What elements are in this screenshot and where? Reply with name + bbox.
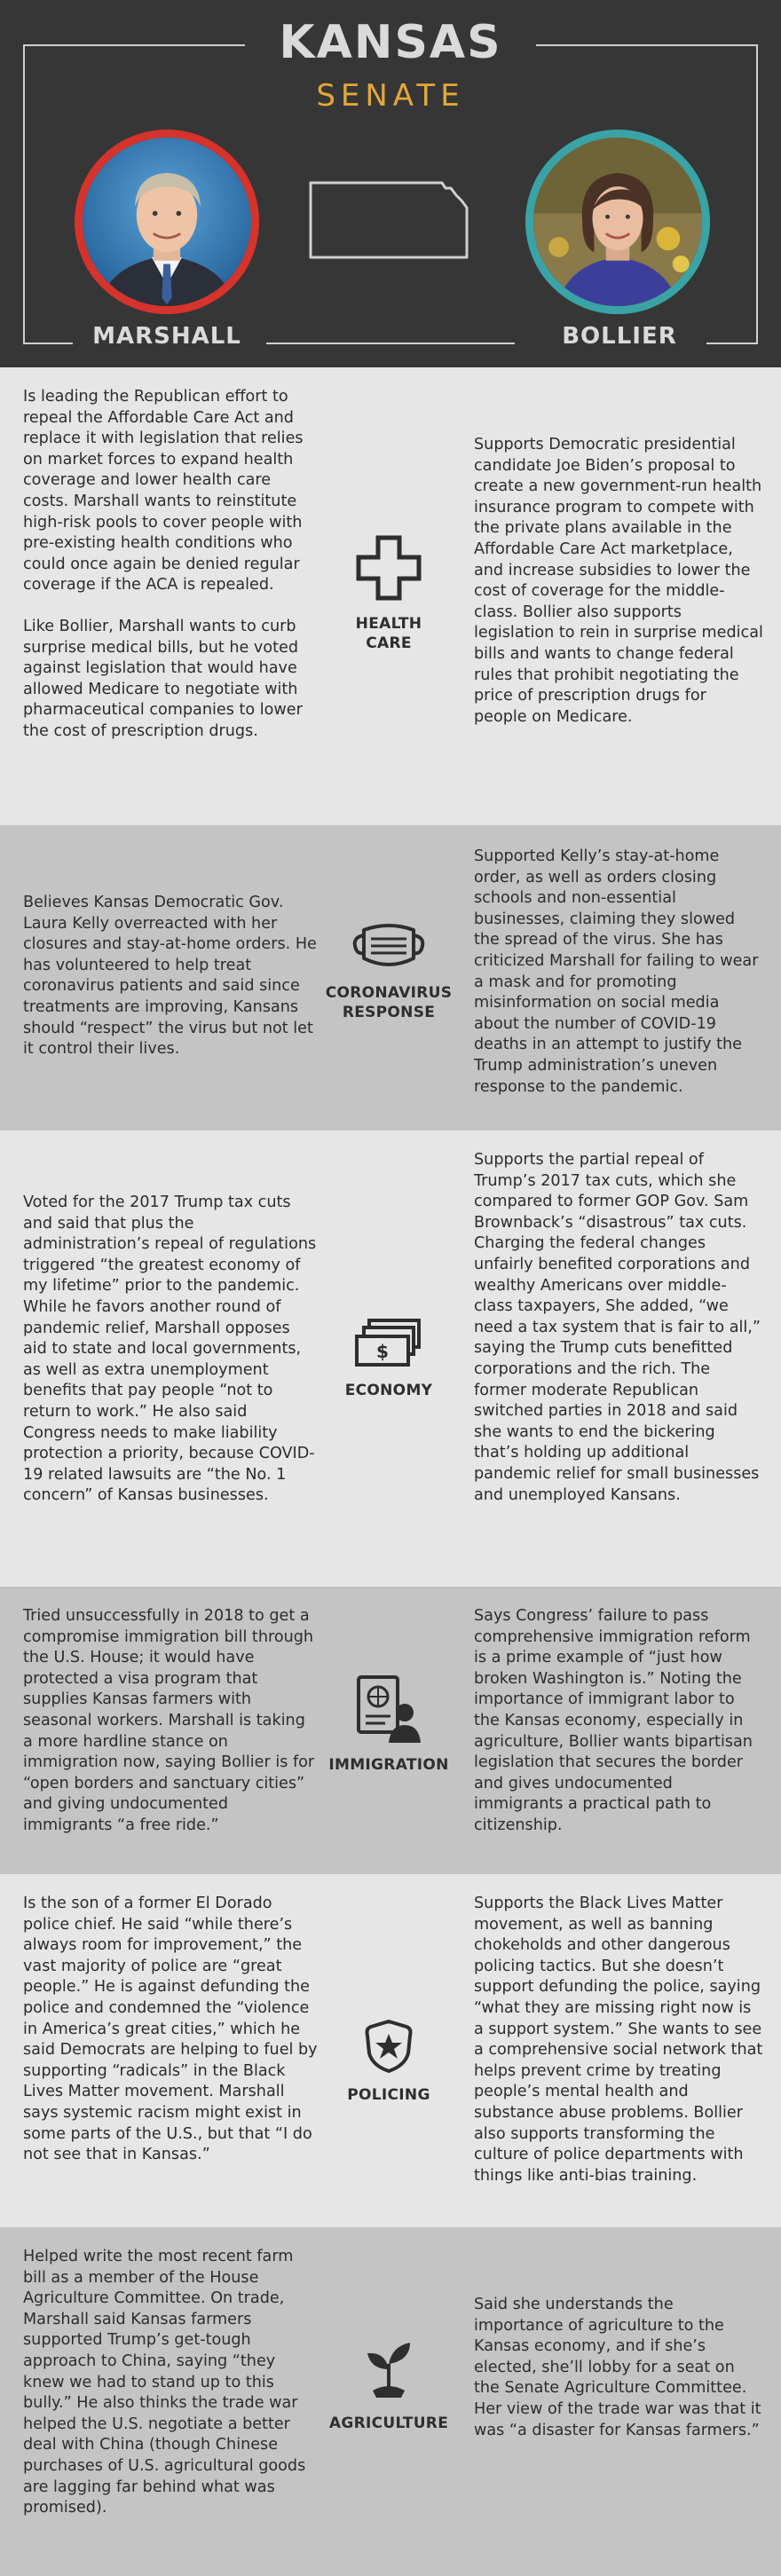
marshall-text: Believes Kansas Democratic Gov. Laura Kelly overreacted with her closures and stay-at-home orders. He has volunteered to help treat coronavirus patients and said since treatments are improving, Kansans should “respect” the virus but not let it control their lives. bbox=[23, 894, 317, 1059]
bollier-text: Supports Democratic presidential candidate Joe Biden’s proposal to create a new government-run health insurance program to compete with the private plans available in the Affordable Care Act marketplace, and increase subsidies to lower the cost of coverage for the middle-class. Bollier also supports legislation to rein in surprise medical bills and wants to change federal rules that prohibit negotiating the price of prescription drugs for people on Medicare. bbox=[474, 436, 763, 726]
bollier-position bbox=[474, 1150, 763, 1506]
page-subtitle: SENATE bbox=[316, 78, 465, 114]
bollier-name: BOLLIER bbox=[562, 323, 677, 350]
sprouting-plant-icon bbox=[362, 2339, 415, 2403]
issue-immigration bbox=[318, 1674, 460, 1775]
issue-row-policing bbox=[0, 1874, 781, 2227]
marshall-photo bbox=[83, 138, 251, 306]
bollier-position bbox=[474, 1894, 763, 2186]
marshall-position bbox=[23, 1606, 318, 1837]
frame-bottom-middle bbox=[266, 343, 515, 344]
passport-person-icon bbox=[353, 1674, 424, 1745]
marshall-text: Voted for the 2017 Trump tax cuts and said that plus the administration’s repeal of regulations triggered “the greatest economy of my lifetime” prior to the pandemic. While he favors another round of pandemic relief, Marshall opposes aid to state and local governments, as well as extra unemployment benefits that pay people “not to return to work.” He also said Congress needs to make liability protection a priority, because COVID-19 related lawsuits are “the No. 1 concern” of Kansas businesses. bbox=[23, 1193, 317, 1505]
bollier-text: Supports the Black Lives Matter movement, as well as banning chokeholds and other dangerous policing tactics. But she doesn’t support defunding the police, saying “what they are missing right now is a support system.” She wants to see a comprehensive social network that helps prevent crime by treating people’s mental health and substance abuse problems. Bollier also supports transforming the culture of police departments with things like anti-bias training. bbox=[474, 1895, 763, 2185]
police-badge-icon bbox=[362, 2018, 415, 2075]
issue-row-economy bbox=[0, 1130, 781, 1587]
marshall-position bbox=[23, 1193, 318, 1507]
bollier-text: Says Congress’ failure to pass comprehensive immigration reform is a prime example of “just how broken Washington is.” Noting the importance of immigrant labor to the Kansas economy, especially in agriculture, Bollier wants bipartisan legislation that secures the border and gives undocumented immigrants a practical path to citizenship. bbox=[474, 1607, 753, 1834]
issue-economy bbox=[318, 1317, 460, 1400]
marshall-text: Helped write the most recent farm bill as a member of the House Agriculture Committee. On trade, Marshall said Kansas farmers supported Trump’s get-tough approach to China, saying “they knew we had to stand up to this bully.” He also thinks the trade war helped the U.S. negotiate a better deal with China (though Chinese purchases of U.S. agricultural goods are lagging far behind what was promised). bbox=[23, 2248, 306, 2517]
issue-health-care bbox=[318, 532, 460, 653]
bollier-position bbox=[474, 847, 763, 1098]
bollier-photo bbox=[533, 138, 702, 306]
issue-policing bbox=[318, 2018, 460, 2105]
marshall-portrait bbox=[75, 130, 259, 314]
marshall-text: Is the son of a former El Dorado police chief. He said “while there’s always room for improvement,” the vast majority of police are “great people.” He is against defunding the police and condemned the “violence in America’s great cities,” which he said Democrats are helping to fuel by supporting “radicals” in the Black Lives Matter movement. Marshall says systemic racism might exist in some parts of the U.S., but that “I do not see that in Kansas.” bbox=[23, 1895, 318, 2164]
marshall-text: Tried unsuccessfully in 2018 to get a compromise immigration bill through the U.S. House; it would have protected a visa program that supplies Kansas farmers with seasonal workers. Marshall is taking a more hardline stance on immigration now, saying Bollier is for “open borders and sanctuary cities” and giving undocumented immigrants “a free ride.” bbox=[23, 1607, 315, 1834]
issue-label: ECONOMY bbox=[344, 1382, 433, 1399]
issue-row-health-care bbox=[0, 367, 781, 825]
issue-agriculture bbox=[318, 2339, 460, 2433]
face-mask-icon bbox=[351, 919, 426, 973]
issue-row-coronavirus bbox=[0, 825, 781, 1130]
issue-label: POLICING bbox=[347, 2086, 430, 2104]
money-stack-icon bbox=[353, 1317, 424, 1370]
page-title: KANSAS bbox=[279, 16, 502, 69]
marshall-position bbox=[23, 2247, 318, 2519]
marshall-text: Like Bollier, Marshall wants to curb surprise medical bills, but he voted against legislation that would have allowed Medicare to negotiate with pharmaceutical companies to lower the cost of prescription drugs. bbox=[23, 617, 303, 740]
bollier-text: Supports the partial repeal of Trump’s 2017 tax cuts, which she compared to former GOP Gov. Sam Brownback’s “disastrous” tax cuts. Charging the federal changes unfairly benefited corporations and wealthy Americans over middle-class taxpayers, She added, “we need a tax system that is fair to all,” saying the Trump cuts benefitted corporations and the rich. The former moderate Republican switched parties in 2018 and said she wants to end the bickering that’s holding up additional pandemic relief for small businesses and unemployed Kansans. bbox=[474, 1151, 761, 1504]
issue-label: HEALTH CARE bbox=[355, 615, 422, 652]
bollier-portrait bbox=[525, 130, 710, 314]
issue-row-agriculture bbox=[0, 2227, 781, 2576]
marshall-text: Is leading the Republican effort to repeal the Affordable Care Act and replace it with legislation that relies on market forces to expand health coverage and lower health care costs. Marshall wants to reinstitute high-risk pools to cover people with pre-existing health conditions who could once again be denied regular coverage if the ACA is repealed. bbox=[23, 388, 304, 595]
marshall-name: MARSHALL bbox=[92, 323, 241, 350]
svg-text:$: $ bbox=[376, 1341, 389, 1362]
bollier-position bbox=[474, 2295, 763, 2441]
marshall-position bbox=[23, 893, 318, 1060]
bollier-text: Supported Kelly’s stay-at-home order, as well as orders closing schools and non-essential businesses, claiming they slowed the spread of the virus. She has criticized Marshall for failing to wear a mask and for promoting misinformation on social media about the number of COVID-19 deaths in an attempt to justify the Trump administration’s uneven response to the pandemic. bbox=[474, 847, 759, 1096]
issue-label: AGRICULTURE bbox=[328, 2415, 449, 2432]
marshall-position bbox=[23, 1894, 318, 2166]
issue-coronavirus-response bbox=[318, 919, 460, 1022]
bollier-position bbox=[474, 1606, 763, 1837]
issue-label: IMMIGRATION bbox=[328, 1756, 449, 1774]
issue-label: CORONAVIRUS RESPONSE bbox=[325, 984, 453, 1021]
bollier-position bbox=[474, 435, 763, 728]
header-banner bbox=[0, 0, 781, 367]
marshall-position bbox=[23, 387, 318, 743]
kansas-outline-icon bbox=[307, 177, 472, 263]
bollier-text: Said she understands the importance of agriculture to the Kansas economy, and if she’s elected, she’ll lobby for a seat on the Senate Agriculture Committee. Her view of the trade war was that it was “a disaster for Kansas farmers.” bbox=[474, 2296, 761, 2439]
medical-cross-icon bbox=[353, 532, 424, 603]
issue-row-immigration bbox=[0, 1587, 781, 1874]
